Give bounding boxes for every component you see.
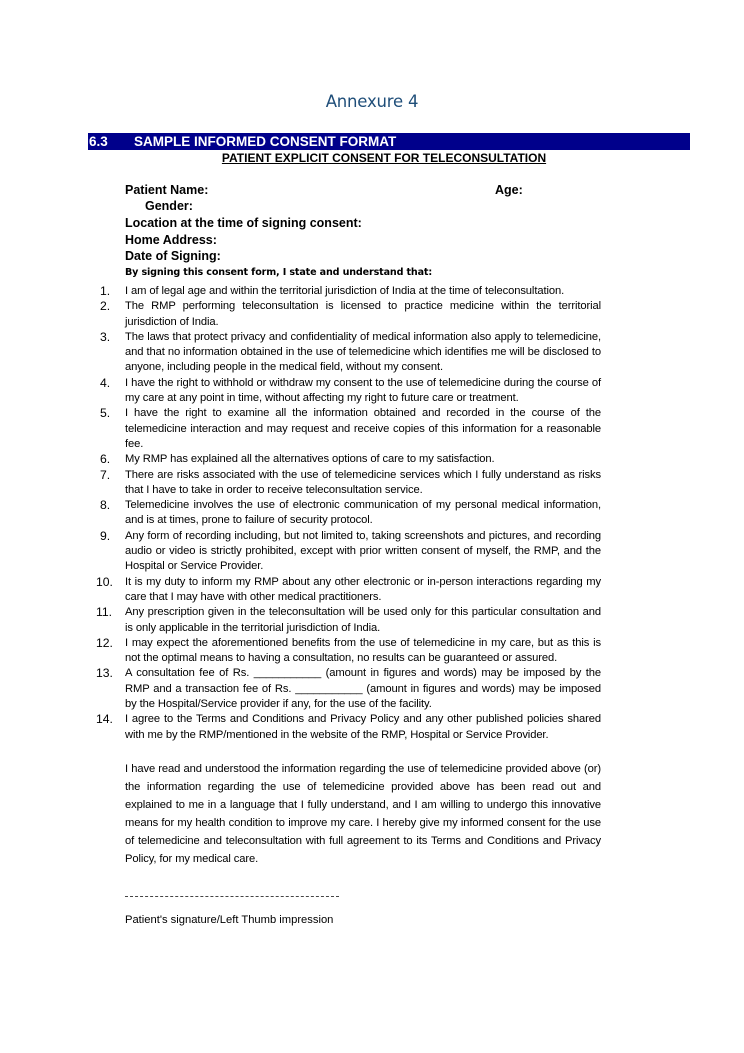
consent-item — [96, 605, 601, 636]
section-header-bar — [88, 133, 690, 150]
item-text: Telemedicine involves the use of electronic communication of my personal medical information, and is at times, prone to failure of security protocol. — [125, 499, 601, 527]
consent-item — [96, 452, 601, 467]
item-number: 11. — [96, 605, 113, 620]
age-label: Age: — [495, 183, 523, 197]
item-number: 7. — [100, 467, 111, 482]
item-number: 4. — [100, 375, 111, 390]
consent-intro: By signing this consent form, I state and understand that: — [125, 267, 433, 278]
section-title: SAMPLE INFORMED CONSENT FORMAT — [134, 134, 397, 149]
item-text: My RMP has explained all the alternatives options of care to my satisfaction. — [125, 453, 495, 466]
item-text: The RMP performing teleconsultation is licensed to practice medicine within the territorial jurisdiction of India. — [125, 300, 601, 328]
consent-item — [96, 406, 601, 452]
location-label: Location at the time of signing consent: — [125, 216, 362, 230]
item-text: I agree to the Terms and Conditions and Privacy Policy and any other published policies shared with me by the RMP/mentioned in the website of the RMP, Hospital or Service Provider. — [125, 713, 601, 741]
consent-item — [96, 468, 601, 499]
home-address-label: Home Address: — [125, 233, 217, 247]
patient-name-label: Patient Name: — [125, 183, 209, 197]
item-text: I have the right to withhold or withdraw my consent to the use of telemedicine during the course of my care at any point in time, without affecting my right to future care or treatment. — [125, 376, 601, 405]
item-number: 6. — [100, 452, 111, 467]
consent-item — [96, 284, 601, 299]
consent-item — [96, 529, 601, 575]
item-text: A consultation fee of Rs. ___________ (amount in figures and words) may be imposed by the RMP and a transaction fee of Rs. ___________ (amount in figures and words) may be imposed by the Hospital/Service provider if any, for the use of the facility. — [125, 667, 601, 711]
item-number: 5. — [100, 406, 111, 421]
item-number: 12. — [96, 635, 113, 650]
annexure-title: Annexure 4 — [325, 92, 419, 111]
item-text: The laws that protect privacy and confidentiality of medical information also apply to telemedicine, and that no information obtained in the use of telemedicine which identifies me will be disclosed to anyone, including people in the medical field, without my consent. — [125, 330, 601, 374]
consent-item — [96, 330, 601, 376]
item-number: 2. — [100, 299, 111, 314]
item-number: 1. — [100, 284, 111, 298]
form-subtitle: PATIENT EXPLICIT CONSENT FOR TELECONSULTATION — [221, 151, 547, 165]
item-number: 14. — [96, 712, 113, 727]
item-number: 8. — [100, 498, 111, 513]
gender-label: Gender: — [145, 199, 193, 213]
section-number: 6.3 — [89, 134, 108, 149]
date-of-signing-label: Date of Signing: — [125, 249, 221, 263]
consent-item — [96, 498, 601, 529]
consent-declaration: I have read and understood the information regarding the use of telemedicine provided above (or) the information regarding the use of telemedicine provided above has been read out and explained to me in a language that I fully understand, and I am willing to undergo this innovative means for my health condition to improve my care. I hereby give my informed consent for the use of telemedicine and teleconsultation with full agreement to its Terms and Conditions and Privacy Policy, for my medical care. — [125, 763, 601, 866]
item-text: I am of legal age and within the territorial jurisdiction of India at the time of teleconsultation. — [125, 285, 565, 297]
signature-line — [125, 896, 339, 897]
item-number: 9. — [100, 528, 111, 543]
item-number: 10. — [96, 574, 113, 589]
consent-items-list — [96, 284, 601, 743]
consent-item — [96, 636, 601, 667]
consent-item — [96, 712, 601, 743]
signature-label: Patient's signature/Left Thumb impression — [125, 914, 334, 926]
consent-item — [96, 666, 601, 712]
item-text: There are risks associated with the use of telemedicine services which I fully understand as risks that I have to take in order to receive teleconsultation service. — [125, 468, 601, 496]
item-text: Any prescription given in the teleconsultation will be used only for this particular consultation and is only applicable in the territorial jurisdiction of India. — [125, 606, 601, 634]
item-number: 3. — [100, 329, 111, 344]
item-text: I have the right to examine all the information obtained and recorded in the course of the telemedicine interaction and may request and receive copies of this information for a reasonable fee. — [125, 407, 601, 450]
item-text: Any form of recording including, but not limited to, taking screenshots and pictures, and recording audio or video is strictly prohibited, except with prior written consent of myself, the RMP, and the Hospital or Service Provider. — [125, 529, 601, 573]
consent-item — [96, 575, 601, 606]
item-text: It is my duty to inform my RMP about any other electronic or in-person interactions regarding my care that I may have with other medical practitioners. — [125, 575, 601, 603]
consent-item — [96, 376, 601, 407]
consent-item — [96, 299, 601, 330]
item-text: I may expect the aforementioned benefits from the use of telemedicine in my care, but as this is not the optimal means to having a consultation, no results can be guaranteed or assured. — [125, 636, 601, 665]
item-number: 13. — [96, 666, 113, 681]
